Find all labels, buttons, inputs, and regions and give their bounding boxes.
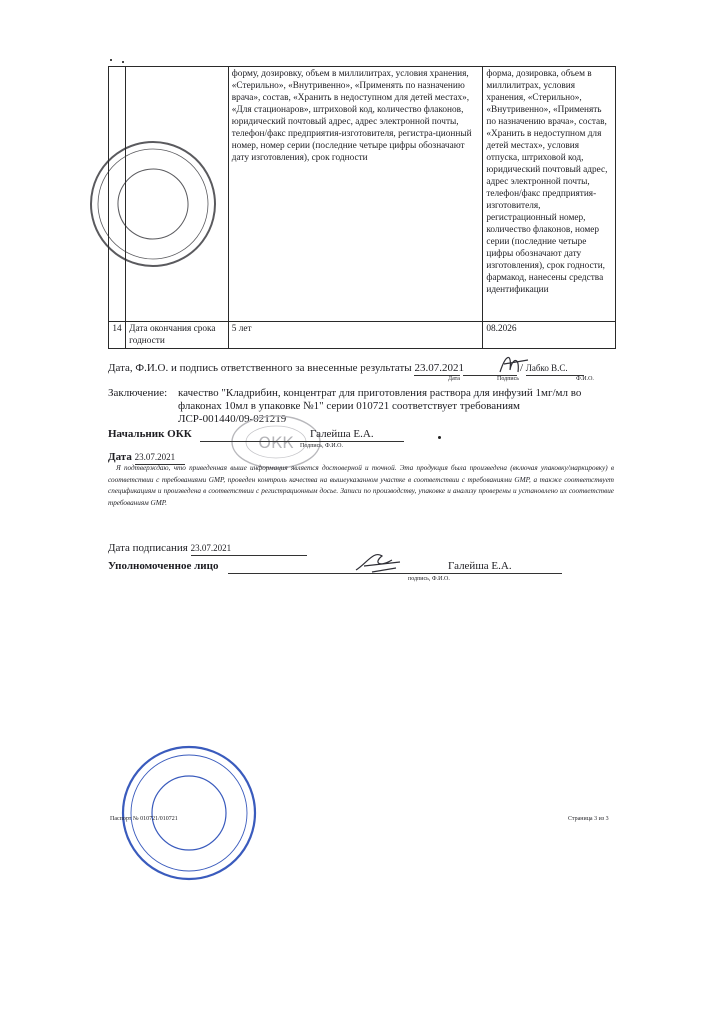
- conclusion-line-1: качество "Кладрибин, концентрат для приготовления раствора для инфузий 1мг/мл во: [178, 387, 582, 399]
- okk-head-line: [200, 428, 404, 442]
- responsible-label: Дата, Ф.И.О. и подпись ответственного за внесенные результаты: [108, 362, 412, 374]
- caption-fio: Ф.И.О.: [576, 376, 594, 382]
- authorized-caption: подпись, Ф.И.О.: [408, 576, 450, 582]
- dot-mark: [438, 436, 441, 439]
- authorized-signature: [352, 546, 408, 576]
- cell-name: [126, 67, 229, 322]
- cell-number: 14: [109, 322, 126, 349]
- scan-mark: [122, 61, 124, 63]
- responsible-signature: [494, 350, 534, 376]
- conclusion-label: Заключение:: [108, 387, 168, 399]
- footer-passport: Паспорт № 010721/010721: [110, 816, 178, 822]
- scan-mark: [110, 59, 112, 61]
- conclusion-line-2: флаконах 10мл в упаковке №1" серии 010721 соответствует требованиям: [178, 400, 520, 412]
- cell-number: [109, 67, 126, 322]
- okk-head-caption: Подпись, Ф.И.О.: [300, 443, 343, 449]
- footer-page: Страница 3 из 3: [568, 816, 609, 822]
- signing-line: [108, 542, 307, 556]
- cell-after: форма, дозировка, объем в миллилитрах, условия хранения, «Стерильно», «Внутривенно», «Применять по назначению врача», состав, «Хранить в недоступном для детей местах», условия отпуска, штриховой код, юридический почтовый адрес, адрес электронной почты, телефон/факс предприятия-изготовителя, регистрационный номер, количество флаконов, номер серии (последние четыре цифры обозначают дату изготовления), срок годности, фармакод, нанесены средства идентификации: [483, 67, 616, 322]
- date-label: Дата: [108, 451, 132, 463]
- okk-head-label: Начальник ОКК: [108, 428, 192, 440]
- cell-after: 08.2026: [483, 322, 616, 349]
- okk-head-name: Галейша Е.А.: [310, 428, 374, 440]
- authorized-name: Галейша Е.А.: [448, 560, 512, 572]
- caption-signature: Подпись: [497, 376, 520, 382]
- medial-stamp: [118, 742, 260, 884]
- caption-date: Дата: [448, 376, 460, 382]
- authorized-label: Уполномоченное лицо: [108, 560, 219, 572]
- date-value: 23.07.2021: [135, 451, 185, 465]
- table-row: [109, 67, 616, 322]
- cell-before: форму, дозировку, объем в миллилитрах, условия хранения, «Стерильно», «Внутривенно», «Применять по назначению врача», состав, «Хранить в недоступном для детей местах», «Для стационаров», штриховой код, количество флаконов, юридический почтовый адрес, адрес электронной почты, телефон/факс предприятия-изготовителя, регистра-ционный номер, номер серии (последние четыре цифры обозначают дату изготовления), срок годности: [228, 67, 483, 322]
- responsible-separator: /: [519, 362, 523, 374]
- cell-before: 5 лет: [228, 322, 483, 349]
- cell-name: Дата окончания срока годности: [126, 322, 229, 349]
- table-row: [109, 322, 616, 349]
- signing-label: Дата подписания: [108, 542, 188, 554]
- signing-date: 23.07.2021: [191, 542, 307, 556]
- responsible-name: Лабко В.С.: [526, 362, 584, 376]
- spec-table: [108, 66, 616, 349]
- responsible-date: 23.07.2021: [414, 362, 464, 374]
- okk-stamp-text: ОКК: [258, 433, 294, 452]
- conclusion-line-3: ЛСР-001440/09-021219: [178, 413, 287, 425]
- gmp-statement: Я подтверждаю, что приведенная выше информация является достоверной и точной. Эта продукция была произведена (включая упаковку/маркировку) в соответствии с требованиями GMP, проведен контроль качества на вышеуказанном участке в соответствии с требованиями GMP, а также соответствует спецификациям и произведена в соответствии с регистрационным досье. Записи по производству, упаковке и анализу проверены и установлено их соответствие требованиям GMP.: [108, 464, 614, 507]
